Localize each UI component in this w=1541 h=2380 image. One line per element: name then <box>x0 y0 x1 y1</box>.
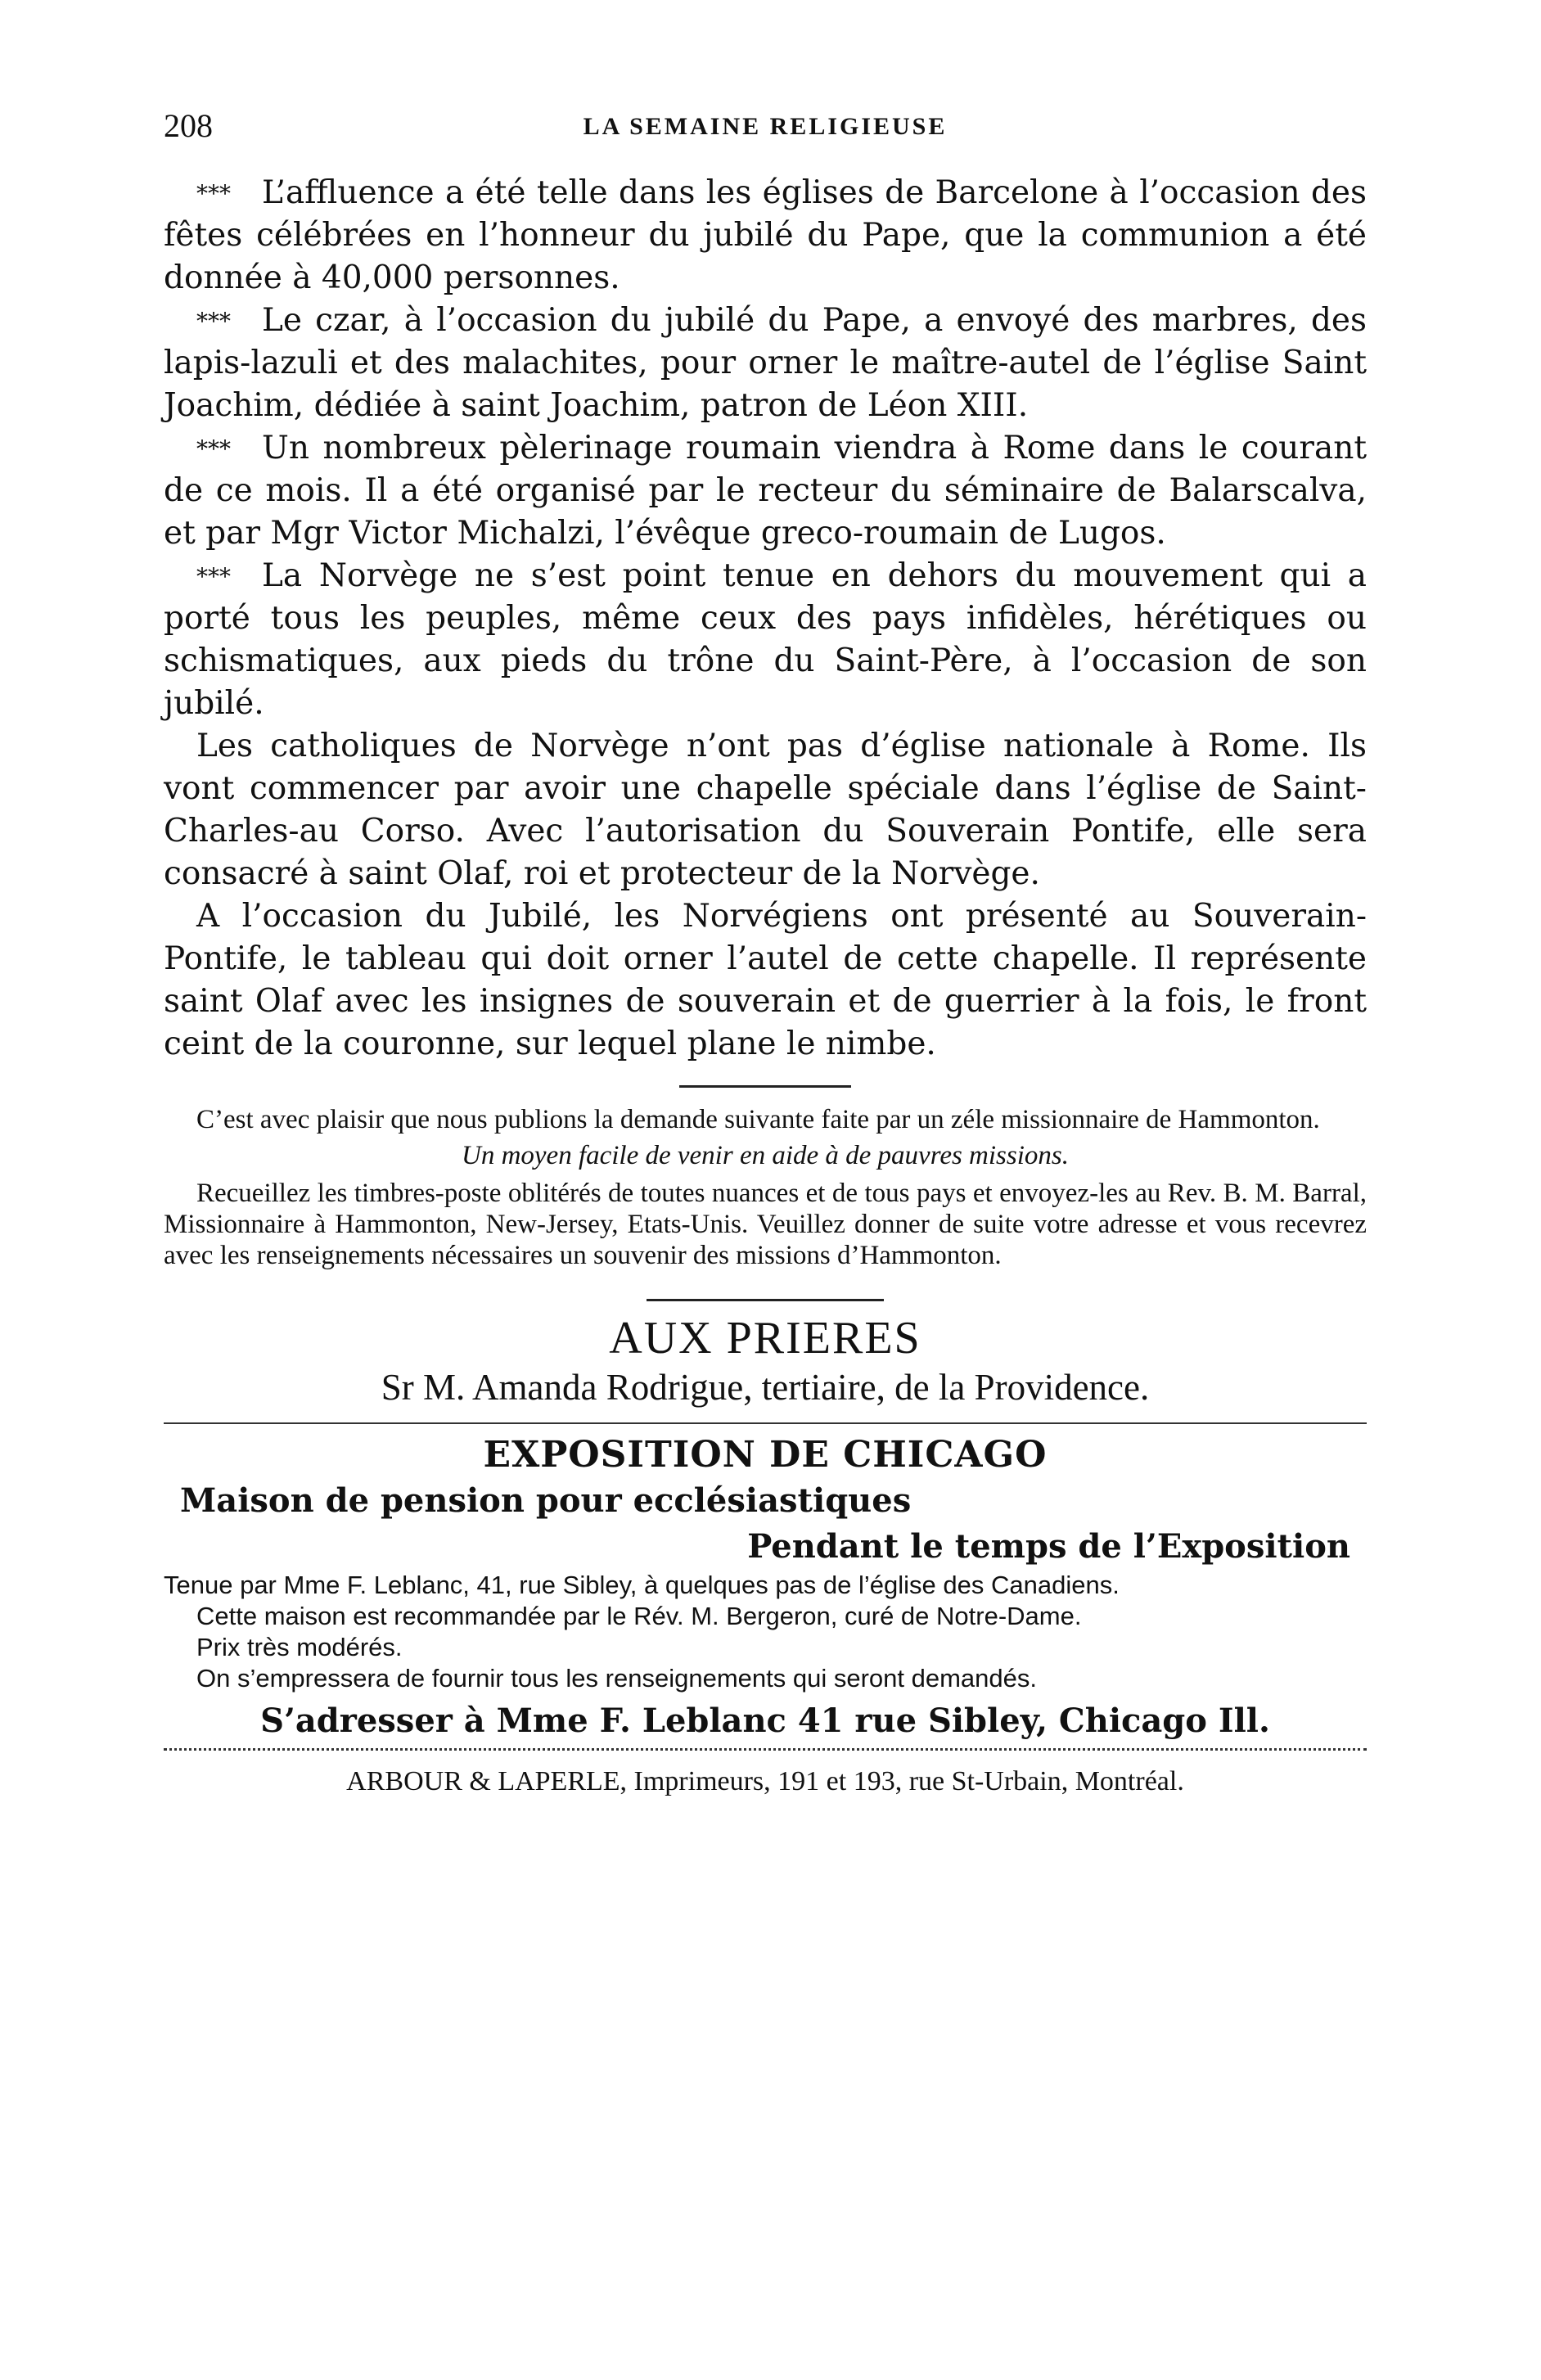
exposition-line: On s’empressera de fournir tous les renseignements qui seront demandés. <box>196 1664 1037 1693</box>
exposition-contact: S’adresser à Mme F. Leblanc 41 rue Sibley, Chicago Ill. <box>260 1702 1270 1740</box>
appeal-section <box>164 1104 1367 1271</box>
exposition-title: EXPOSITION DE CHICAGO <box>483 1434 1048 1476</box>
exposition-subtitle: Pendant le temps de l’Exposition <box>747 1527 1350 1566</box>
exposition-line: Tenue par Mme F. Leblanc, 41, rue Sibley, à quelques pas de l’église des Canadiens. <box>164 1571 1120 1599</box>
news-paragraph <box>164 427 1367 555</box>
exposition-line: Cette maison est recommandée par le Rév. M. Bergeron, curé de Notre-Dame. <box>196 1602 1082 1630</box>
exposition-line: Prix très modérés. <box>196 1633 403 1661</box>
asterism: *** <box>196 180 231 207</box>
exposition-subtitle: Maison de pension pour ecclésiastiques <box>180 1481 912 1520</box>
prayers-title: AUX PRIERES <box>609 1313 921 1364</box>
news-paragraph <box>164 555 1367 725</box>
exposition-notice <box>164 1432 1367 1743</box>
asterism: *** <box>196 563 231 590</box>
page <box>164 106 1367 1800</box>
section-divider <box>647 1299 884 1301</box>
prayers-name: Sr M. Amanda Rodrigue, tertiaire, de la Providence. <box>381 1367 1150 1408</box>
page-number: 208 <box>164 107 213 144</box>
exposition-details <box>164 1570 1367 1694</box>
news-text: L’affluence a été telle dans les églises de Barcelone à l’occasion des fêtes célébrées en l’honneur du jubilé du Pape, que la communion a été donnée à 40,000 personnes. <box>164 174 1367 296</box>
news-paragraph <box>164 300 1367 427</box>
news-section <box>164 172 1367 1066</box>
section-divider <box>164 1422 1367 1424</box>
section-divider <box>164 1748 1367 1751</box>
news-text: Les catholiques de Norvège n’ont pas d’église nationale à Rome. Ils vont commencer par avoir une chapelle spéciale dans l’église de Saint-Charles-au Corso. Avec l’autorisation du Souverain Pontife, elle sera consacré à saint Olaf, roi et protecteur de la Norvège. <box>164 728 1367 892</box>
news-paragraph <box>164 172 1367 300</box>
appeal-intro: C’est avec plaisir que nous publions la demande suivante faite par un zéle missionnaire de Hammonton. <box>196 1105 1320 1134</box>
appeal-body: Recueillez les timbres-poste oblitérés de toutes nuances et de tous pays et envoyez-les au Rev. B. M. Barral, Missionnaire à Hammonton, New-Jersey, Etats-Unis. Veuillez donner de suite votre adresse et vous recevrez avec les renseignements nécessaires un souvenir des missions d’Hammonton. <box>164 1179 1367 1270</box>
news-paragraph <box>164 895 1367 1066</box>
section-divider <box>679 1085 851 1088</box>
appeal-title: Un moyen facile de venir en aide à de pauvres missions. <box>461 1141 1070 1170</box>
news-paragraph <box>164 725 1367 895</box>
news-text: A l’occasion du Jubilé, les Norvégiens ont présenté au Souverain-Pontife, le tableau qui doit orner l’autel de cette chapelle. Il représente saint Olaf avec les insignes de souverain et de guerrier à la fois, le front ceint de la couronne, sur lequel plane le nimbe. <box>164 898 1367 1062</box>
news-text: Le czar, à l’occasion du jubilé du Pape, a envoyé des marbres, des lapis-lazuli et des malachites, pour orner le maître-autel de l’église Saint Joachim, dédiée à saint Joachim, patron de Léon XIII. <box>164 302 1367 424</box>
news-text: La Norvège ne s’est point tenue en dehors du mouvement qui a porté tous les peuples, même ceux des pays infidèles, hérétiques ou schismatiques, aux pieds du trône du Saint-Père, à l’occasion de son jubilé. <box>164 557 1367 722</box>
printer-imprint: ARBOUR & LAPERLE, Imprimeurs, 191 et 193, rue St-Urbain, Montréal. <box>346 1766 1184 1796</box>
asterism: *** <box>196 435 231 462</box>
news-text: Un nombreux pèlerinage roumain viendra à Rome dans le courant de ce mois. Il a été organisé par le recteur du séminaire de Balarscalva, et par Mgr Victor Michalzi, l’évêque greco-roumain de Lugos. <box>164 430 1367 552</box>
running-head: LA SEMAINE RELIGIEUSE <box>583 113 948 140</box>
asterism: *** <box>196 308 231 335</box>
page-header <box>164 106 1367 172</box>
